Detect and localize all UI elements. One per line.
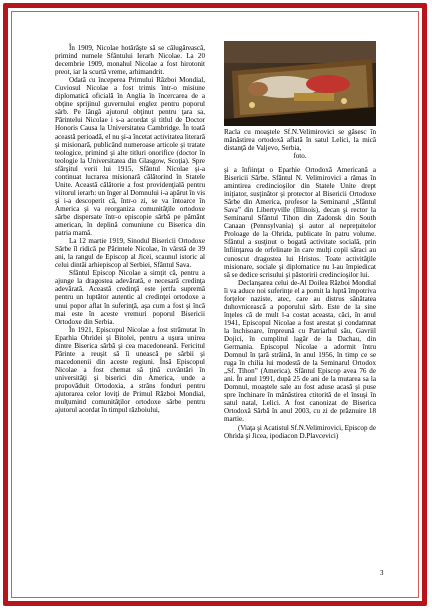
caption-credit: foto. (293, 152, 307, 160)
paragraph: şi a înfiinţat o Eparhie Ortodoxă Americană a Bisericii Sârbe. Sfântul N. Velimirovici a rămas în amintirea credincioşilor din Statele Unite drept iniţiator, susţinător şi protector al Bisericii Ortodoxe Sârbe din America, profesor la Seminarul „Sfântul Sava” din Libertyville (Illinois), decan şi rector la Seminarul Sfântul Tihon din Zadonsk din South Canaan (Pennsylvania) şi autor al nepreţuitelor Proloage de la Ohrida, publicate în patru volume. Sfântul a susţinut o bogată activitate socială, prin înfiinţarea de orfelinate în care mulţi copii săraci au cunoscut dragostea lui Hristos. Toate activităţile misionare, sociale şi diplomatice nu l-au împiedicat să se dedice scrisului şi păstoririi credincioşilor lui. (224, 166, 376, 279)
paragraph: În 1909, Nicolae hotărăşte să se călugărească, primind numele Sfântului Ierarh Nicolae. La 20 decembrie 1909, monahul Nicolae a fost hirotonit preot, iar la scurtă vreme, arhimandrit. (55, 44, 205, 77)
paragraph: Declanşarea celui de-Al Doilea Război Mondial îi va aduce noi suferinţe el a pornit la luptă împotriva forţelor naziste, atec, care au distrus sănătatea duhovnicească a poporului sârb. Este de la sine înţeles că de mult l-a costat aceasta, căci, în anul 1941, Episcopul Nicolae a fost arestat şi condamnat la închisoare, împreună cu Patriarhul său, Gavriil Dojici, în cumplitul lagăr de la Dachau, din Germania. Episcopul Nicolae a adormit întru Domnul în ţară străină, în anul 1956, în timp ce se ruga în chilia lui modestă de la Seminarul Ortodox „Sf. Tihon” (America). Sfântul Episcop avea 76 de ani. În anul 1991, după 25 de ani de la mutarea sa la Domnul, moaştele sale au fost aduse acasă şi puse spre închinare în mănăstirea ctitorită de el însuşi în satul natal, Lelici. A fost canonizat de Biserica Ortodoxă Sârbă în anul 2003, cu zi de prăznuire 18 martie. (224, 278, 376, 424)
photo-caption (224, 128, 376, 160)
source-note: (Viaţa şi Acatistul Sf.N.Velimirovici, Episcop de Ohrida şi Jicea, ipodiacon D.Plavcevici) (224, 423, 376, 440)
paragraph: Odată cu începerea Primului Război Mondial, Cuviosul Nicolae a fost trimis într-o misiune diplomatică oficială în Anglia în încercarea de a obţine sprijinul guvernului englez pentru poporul sârb. Pe lângă ajutorul obţinut pentru ţara sa, Părintelui Nicolae i s-a acordat şi titlul de Doctor Honoris Causa la Universitatea Cambridge. În toată această perioadă, el nu şi-a încetat activitatea literară şi misionară, publicând numeroase articole şi tratate teologice, primind şi alte titluri onorifice (doctor în teologie la Universitatea din Glasgow, Scoţia). Spre sfârşitul verii lui 1915, Sfântul Nicolae şi-a continuat lucrarea misionară călătorind în Statele Unite. Această călătorie a fost providenţială pentru viitorul ierarh: un înger al Domnului i-a apărut în vis şi i-a descoperit că, într-o zi, se va întoarce în America şi va reorganiza comunităţile ortodoxe sârbe dispersate într-o episcopie sârbă pe pământ american, în deplină comuniune cu Biserica din patria mamă. (55, 76, 205, 238)
relics-photo (224, 41, 376, 126)
relics-image (224, 41, 376, 126)
caption-text: Racla cu moaştele Sf.N.Velimirovici se găsesc în mănăstirea ortodoxă aflată în satul Lelici, la mică distanţă de Valjevo, Serbia, (224, 128, 376, 152)
left-text-column (55, 44, 205, 414)
right-text-column (224, 166, 376, 440)
paragraph: Sfântul Episcop Nicolae a simţit că, pentru a ajunge la dragostea adevărată, e necesară credinţa adevărată. Această credinţă este jertfa supremă pentru un luptător autentic al credinţei ortodoxe a unui popor aflat în suferinţă, aşa cum a fost şi încă mai este în aceste vremuri poporul Bisericii Ortodoxe din Serbia. (55, 269, 205, 326)
paragraph: La 12 martie 1919, Sinodul Bisericii Ortodoxe Sârbe îl ridică pe Părintele Nicolae, în vârstă de 39 ani, la rangul de Episcop al Jicei, scaunul istoric al celui dintâi arhiepiscop al Serbiei, Sfântul Sava. (55, 237, 205, 270)
page-number: 3 (380, 569, 384, 577)
paragraph: În 1921, Episcopul Nicolae a fost strămutat în Eparhia Ohridei şi Bitolei, pentru a uşura unirea dintre Biserica sârbă şi cea macedoneană. Fericitul Părinte a reuşit să îi unească pe sârbii şi macedonenii din aceste regiuni. Însă Episcopul Nicolae a fost chemat să ţină cuvântări în universităţi şi biserici din America, unde a propovăduit Ortodoxia, a strâns fonduri pentru ajutorarea celor loviţi de Primul Război Mondial, mulţumind comunităţilor ortodoxe sârbe pentru ajutorul acordat în timpul războiului, (55, 325, 205, 415)
